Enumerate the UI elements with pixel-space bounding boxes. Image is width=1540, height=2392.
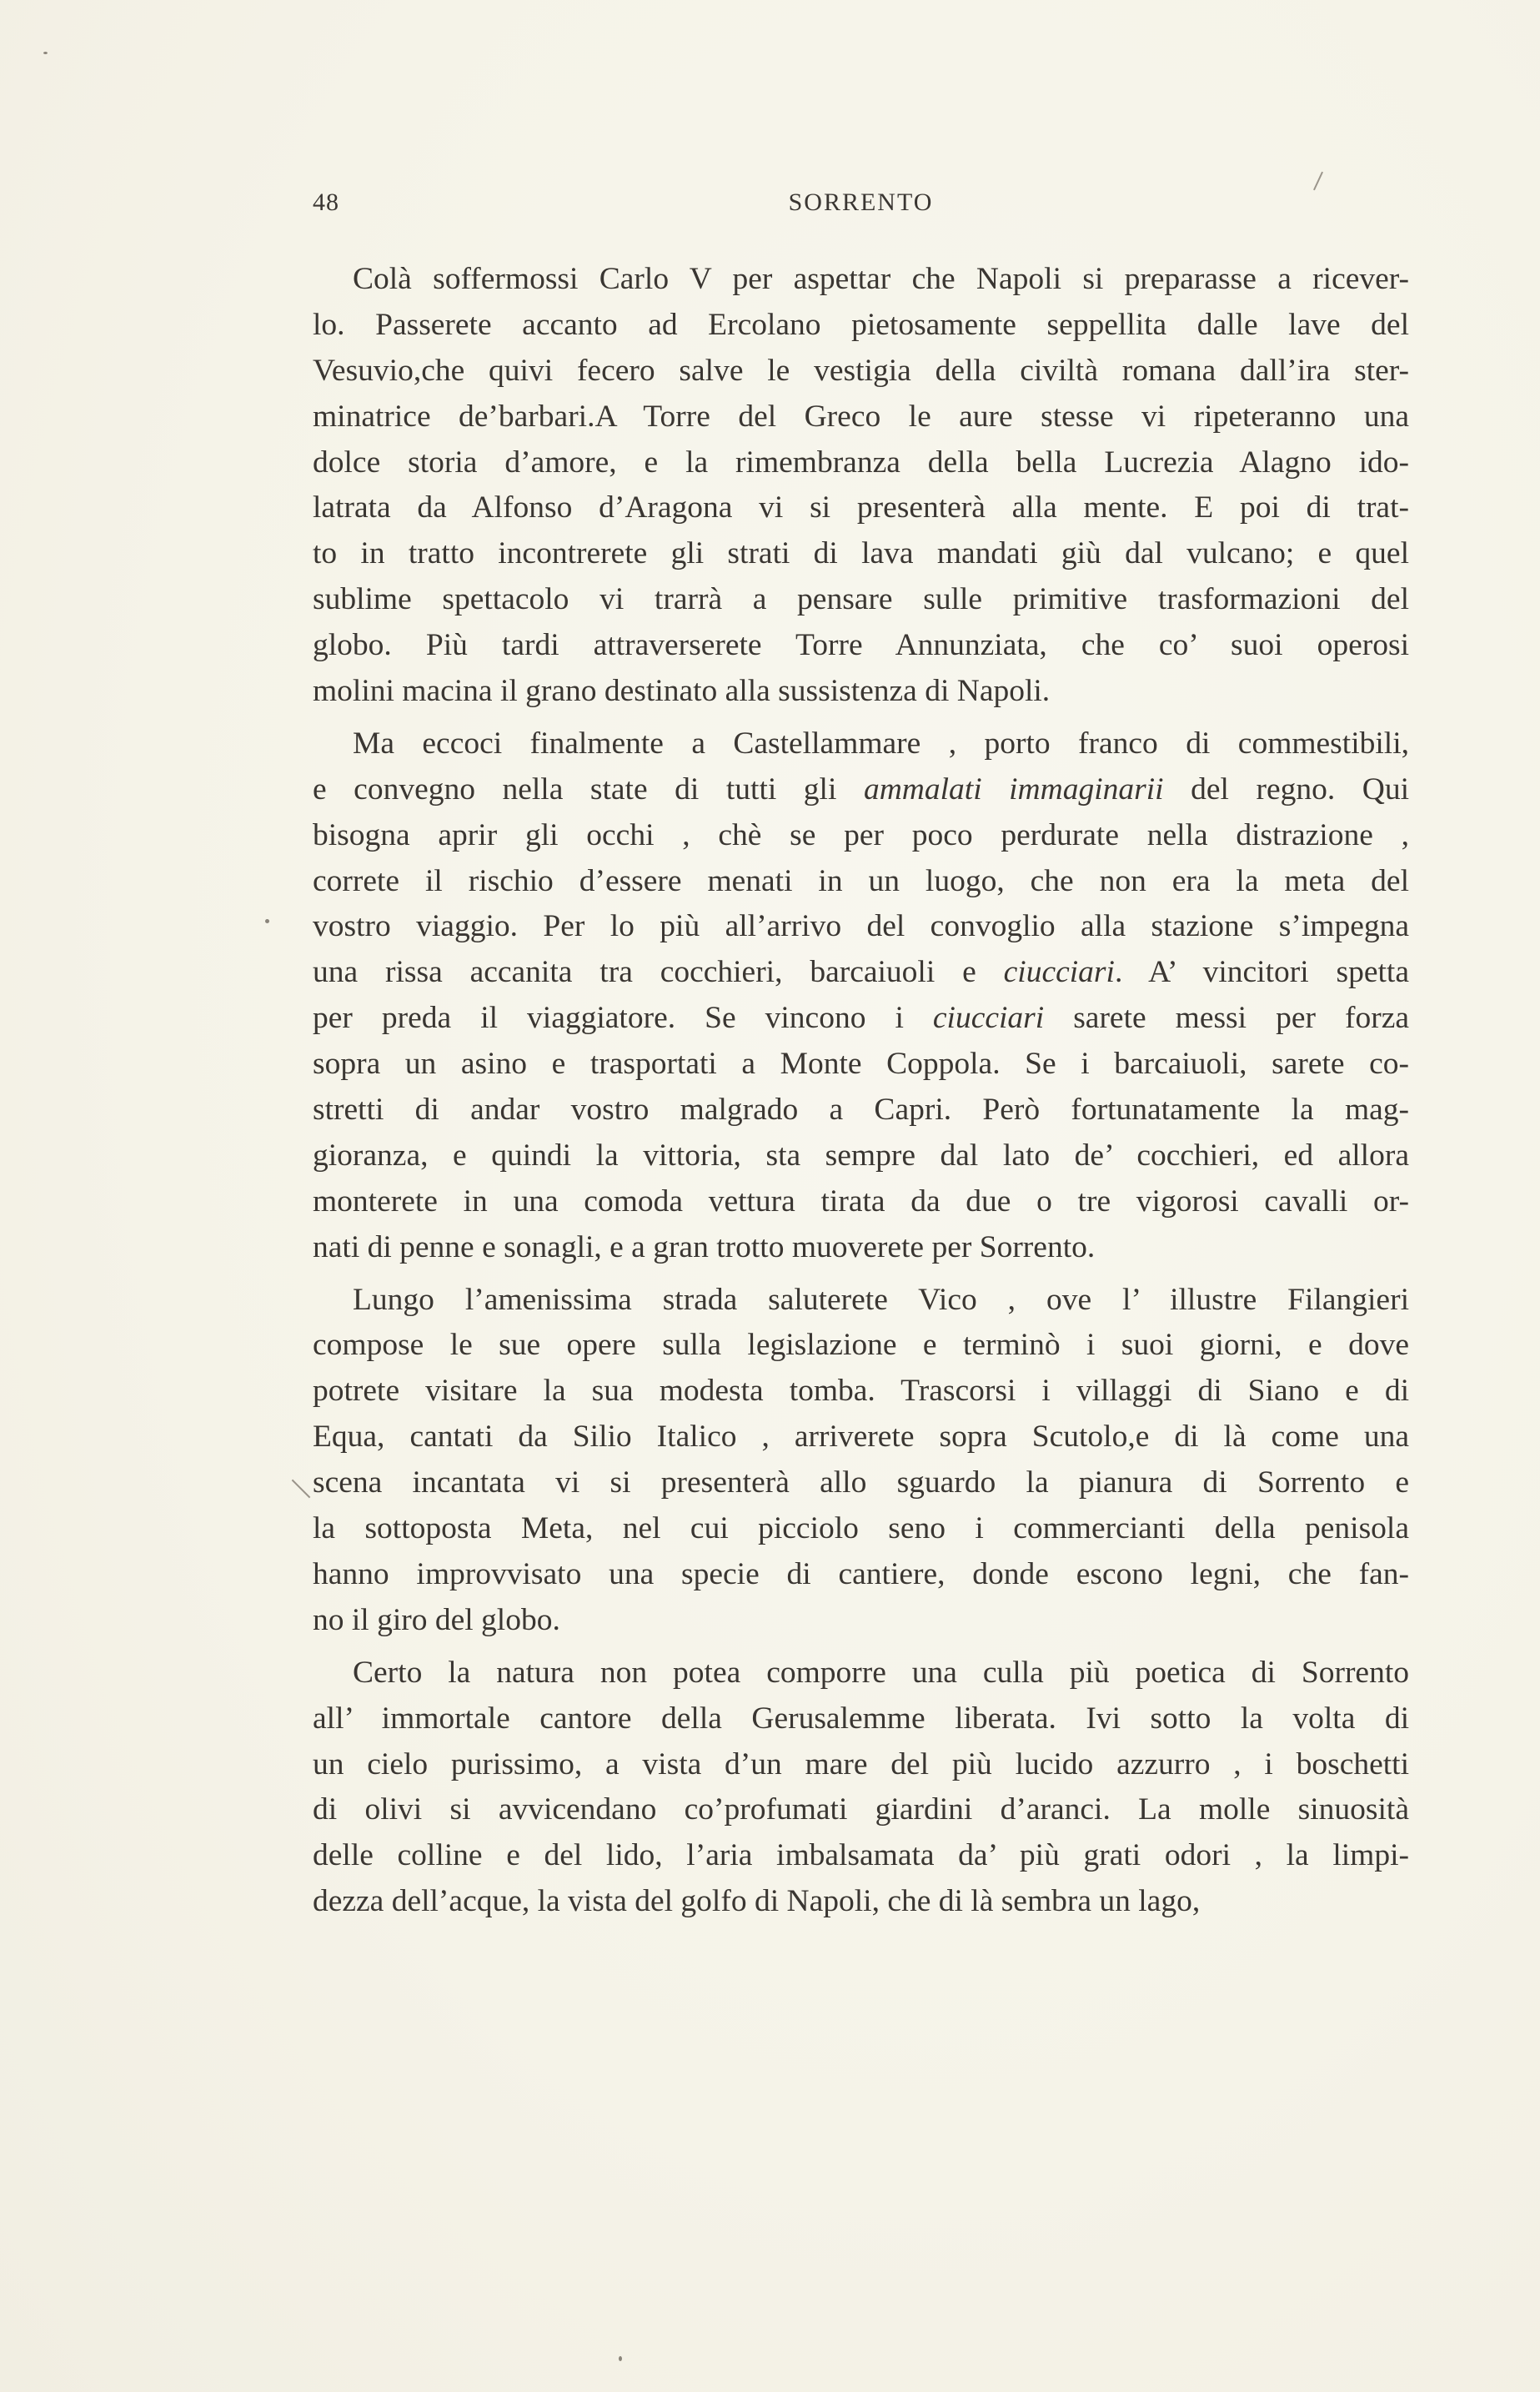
text-line bbox=[313, 349, 1409, 394]
text-line bbox=[313, 1225, 1409, 1271]
text-run: dezza dell’acque, la vista del golfo di Napoli, che di là sembra un lago, bbox=[313, 1884, 1201, 1919]
text-run: Lungo l’amenissima strada saluterete Vico , ove l’ illustre Filangieri bbox=[353, 1282, 1409, 1317]
text-line bbox=[313, 623, 1409, 669]
paper-speck bbox=[619, 2356, 622, 2361]
text-line bbox=[313, 904, 1409, 950]
text-run: minatrice de’barbari.A Torre del Greco le aure stesse vi ripeteranno una bbox=[313, 399, 1409, 434]
text-line bbox=[313, 1598, 1409, 1644]
text-line bbox=[313, 1651, 1409, 1696]
text-run: delle colline e del lido, l’aria imbalsamata da’ più grati odori , la limpi- bbox=[313, 1838, 1409, 1873]
text-run: del regno. Qui bbox=[1163, 771, 1409, 807]
text-line bbox=[313, 859, 1409, 905]
running-title: SORRENTO bbox=[788, 188, 934, 216]
italic-phrase: ciucciari bbox=[932, 1001, 1045, 1036]
text-run: latrata da Alfonso d’Aragona vi si presenterà alla mente. E poi di trat- bbox=[313, 490, 1409, 525]
text-run: Colà soffermossi Carlo V per aspettar che Napoli si preparasse a ricever- bbox=[353, 262, 1409, 296]
italic-phrase: ammalati immaginarii bbox=[863, 771, 1164, 807]
italic-phrase: ciucciari bbox=[1003, 955, 1115, 990]
text-run: sublime spettacolo vi trarrà a pensare sulle primitive trasformazioni del bbox=[313, 582, 1409, 617]
text-run: gioranza, e quindi la vittoria, sta sempre dal lato de’ cocchieri, ed allora bbox=[313, 1138, 1409, 1173]
text-run: scena incantata vi si presenterà allo sguardo la pianura di Sorrento e bbox=[313, 1465, 1409, 1500]
text-run: all’ immortale cantore della Gerusalemme liberata. Ivi sotto la volta di bbox=[313, 1701, 1409, 1736]
text-run: . A’ vincitori spetta bbox=[1114, 955, 1409, 990]
text-run: Ma eccoci finalmente a Castellammare , porto franco di commestibili, bbox=[353, 726, 1409, 761]
text-line bbox=[313, 1833, 1409, 1879]
text-run: monterete in una comoda vettura tirata da due o tre vigorosi cavalli or- bbox=[313, 1183, 1409, 1219]
body-text bbox=[313, 257, 1409, 1925]
text-run: sopra un asino e trasportati a Monte Coppola. Se i barcaiuoli, sarete co- bbox=[313, 1047, 1409, 1082]
text-line bbox=[313, 767, 1409, 813]
text-line bbox=[313, 440, 1409, 486]
text-run: correte il rischio d’essere menati in un luogo, che non era la meta del bbox=[313, 863, 1409, 898]
text-run: Equa, cantati da Silio Italico , arriverete sopra Scutolo,e di là come una bbox=[313, 1420, 1409, 1455]
text-run: la sottoposta Meta, nel cui picciolo seno i commercianti della penisola bbox=[313, 1511, 1409, 1546]
text-line bbox=[313, 1415, 1409, 1460]
text-line bbox=[313, 531, 1409, 577]
paragraph bbox=[313, 257, 1409, 715]
text-run: per preda il viaggiatore. Se vincono i bbox=[313, 1001, 933, 1036]
text-line bbox=[313, 813, 1409, 859]
text-run: hanno improvvisato una specie di cantiere, donde escono legni, che fan- bbox=[313, 1556, 1409, 1591]
text-line bbox=[313, 485, 1409, 531]
text-line bbox=[313, 1742, 1409, 1788]
page-number: 48 bbox=[313, 188, 339, 216]
text-line bbox=[313, 1787, 1409, 1833]
text-line bbox=[313, 1369, 1409, 1415]
text-line bbox=[313, 257, 1409, 303]
text-run: stretti di andar vostro malgrado a Capri. Però fortunatamente la mag- bbox=[313, 1093, 1409, 1128]
text-run: dolce storia d’amore, e la rimembranza della bella Lucrezia Alagno ido- bbox=[313, 445, 1409, 480]
text-run: compose le sue opere sulla legislazione e terminò i suoi giorni, e dove bbox=[313, 1328, 1409, 1363]
text-line bbox=[313, 1552, 1409, 1598]
text-run: di olivi si avvicendano co’profumati giardini d’aranci. La molle sinuosità bbox=[313, 1792, 1409, 1827]
text-run: globo. Più tardi attraverserete Torre Annunziata, che co’ suoi operosi bbox=[313, 628, 1409, 663]
text-line bbox=[313, 950, 1409, 996]
text-line bbox=[313, 1460, 1409, 1506]
text-run: un cielo purissimo, a vista d’un mare del più lucido azzurro , i boschetti bbox=[313, 1746, 1409, 1781]
text-line bbox=[313, 303, 1409, 349]
text-run: e convegno nella state di tutti gli bbox=[313, 771, 864, 807]
text-run: vostro viaggio. Per lo più all’arrivo del convoglio alla stazione s’impegna bbox=[313, 909, 1409, 944]
paper-mark bbox=[292, 1480, 311, 1499]
text-run: bisogna aprir gli occhi , chè se per poco perdurate nella distrazione , bbox=[313, 817, 1409, 852]
paragraph bbox=[313, 721, 1409, 1271]
text-line bbox=[313, 577, 1409, 623]
text-line bbox=[313, 1278, 1409, 1324]
text-line bbox=[313, 1042, 1409, 1088]
text-line bbox=[313, 669, 1409, 715]
text-run: Certo la natura non potea comporre una culla più poetica di Sorrento bbox=[353, 1655, 1409, 1690]
text-line bbox=[313, 1133, 1409, 1179]
text-run: una rissa accanita tra cocchieri, barcaiuoli e bbox=[313, 955, 1004, 990]
text-line bbox=[313, 1179, 1409, 1225]
running-head bbox=[313, 188, 1409, 222]
text-line bbox=[313, 1879, 1409, 1925]
text-run: to in tratto incontrerete gli strati di lava mandati giù dal vulcano; e quel bbox=[313, 536, 1409, 571]
text-line bbox=[313, 1506, 1409, 1552]
text-line bbox=[313, 1323, 1409, 1369]
text-run: nati di penne e sonagli, e a gran trotto muoverete per Sorrento. bbox=[313, 1229, 1096, 1264]
text-line bbox=[313, 1088, 1409, 1133]
text-run: molini macina il grano destinato alla sussistenza di Napoli. bbox=[313, 674, 1051, 709]
paper-mark bbox=[1313, 172, 1323, 191]
text-run: Vesuvio,che quivi fecero salve le vestigia della civiltà romana dall’ira ster- bbox=[313, 353, 1409, 388]
paper-speck bbox=[265, 919, 269, 923]
paragraph bbox=[313, 1278, 1409, 1644]
text-line bbox=[313, 1696, 1409, 1742]
text-run: no il giro del globo. bbox=[313, 1602, 560, 1637]
text-line bbox=[313, 394, 1409, 440]
paragraph bbox=[313, 1651, 1409, 1925]
text-run: sarete messi per forza bbox=[1044, 1001, 1409, 1036]
paper-speck bbox=[43, 52, 48, 54]
text-line bbox=[313, 996, 1409, 1042]
text-line bbox=[313, 721, 1409, 767]
text-run: potrete visitare la sua modesta tomba. Trascorsi i villaggi di Siano e di bbox=[313, 1374, 1409, 1409]
text-run: lo. Passerete accanto ad Ercolano pietosamente seppellita dalle lave del bbox=[313, 307, 1409, 342]
